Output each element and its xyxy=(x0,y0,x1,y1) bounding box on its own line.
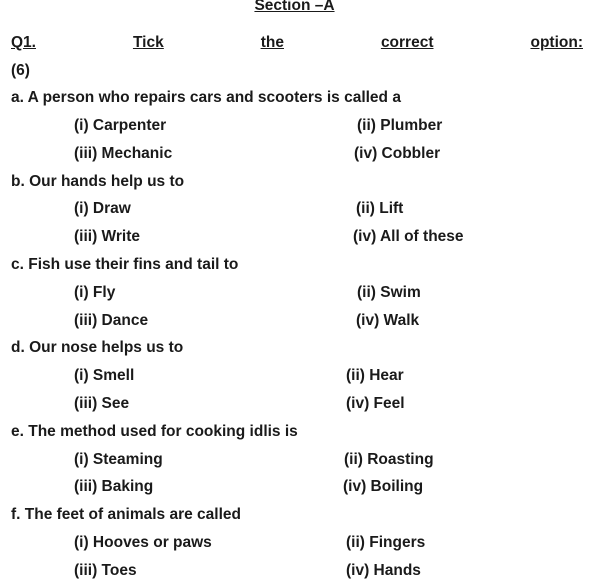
header-word-correct: correct xyxy=(380,34,434,51)
option-d-3[interactable]: (iii) See xyxy=(74,395,130,412)
header-word-option: option: xyxy=(530,34,583,51)
question-header xyxy=(11,34,583,52)
option-d-2[interactable]: (ii) Hear xyxy=(346,367,404,384)
option-d-1[interactable]: (i) Smell xyxy=(74,367,135,384)
option-e-3[interactable]: (iii) Baking xyxy=(74,478,154,495)
option-a-4[interactable]: (iv) Cobbler xyxy=(354,145,441,162)
option-f-3[interactable]: (iii) Toes xyxy=(74,562,137,579)
question-c: c. Fish use their fins and tail to xyxy=(11,256,239,273)
question-d: d. Our nose helps us to xyxy=(11,339,184,356)
section-title: Section –A xyxy=(254,0,335,14)
marks-label: (6) xyxy=(11,62,30,79)
option-c-4[interactable]: (iv) Walk xyxy=(356,312,420,329)
option-b-1[interactable]: (i) Draw xyxy=(74,200,131,217)
question-f: f. The feet of animals are called xyxy=(11,506,241,523)
option-a-2[interactable]: (ii) Plumber xyxy=(357,117,443,134)
option-f-4[interactable]: (iv) Hands xyxy=(346,562,421,579)
header-word-the: the xyxy=(260,34,284,51)
option-e-2[interactable]: (ii) Roasting xyxy=(344,451,434,468)
option-c-2[interactable]: (ii) Swim xyxy=(357,284,421,301)
option-f-1[interactable]: (i) Hooves or paws xyxy=(74,534,212,551)
option-a-1[interactable]: (i) Carpenter xyxy=(74,117,167,134)
question-a: a. A person who repairs cars and scooters is called a xyxy=(11,89,401,106)
header-word-tick: Tick xyxy=(132,34,164,51)
option-e-4[interactable]: (iv) Boiling xyxy=(343,478,424,495)
question-e: e. The method used for cooking idlis is xyxy=(11,423,298,440)
option-e-1[interactable]: (i) Steaming xyxy=(74,451,163,468)
option-b-3[interactable]: (iii) Write xyxy=(74,228,141,245)
option-c-3[interactable]: (iii) Dance xyxy=(74,312,149,329)
question-b: b. Our hands help us to xyxy=(11,173,185,190)
option-c-1[interactable]: (i) Fly xyxy=(74,284,116,301)
option-b-2[interactable]: (ii) Lift xyxy=(356,200,404,217)
option-d-4[interactable]: (iv) Feel xyxy=(346,395,405,412)
option-b-4[interactable]: (iv) All of these xyxy=(353,228,464,245)
header-word-q1: Q1. xyxy=(11,34,36,51)
option-f-2[interactable]: (ii) Fingers xyxy=(346,534,426,551)
option-a-3[interactable]: (iii) Mechanic xyxy=(74,145,173,162)
